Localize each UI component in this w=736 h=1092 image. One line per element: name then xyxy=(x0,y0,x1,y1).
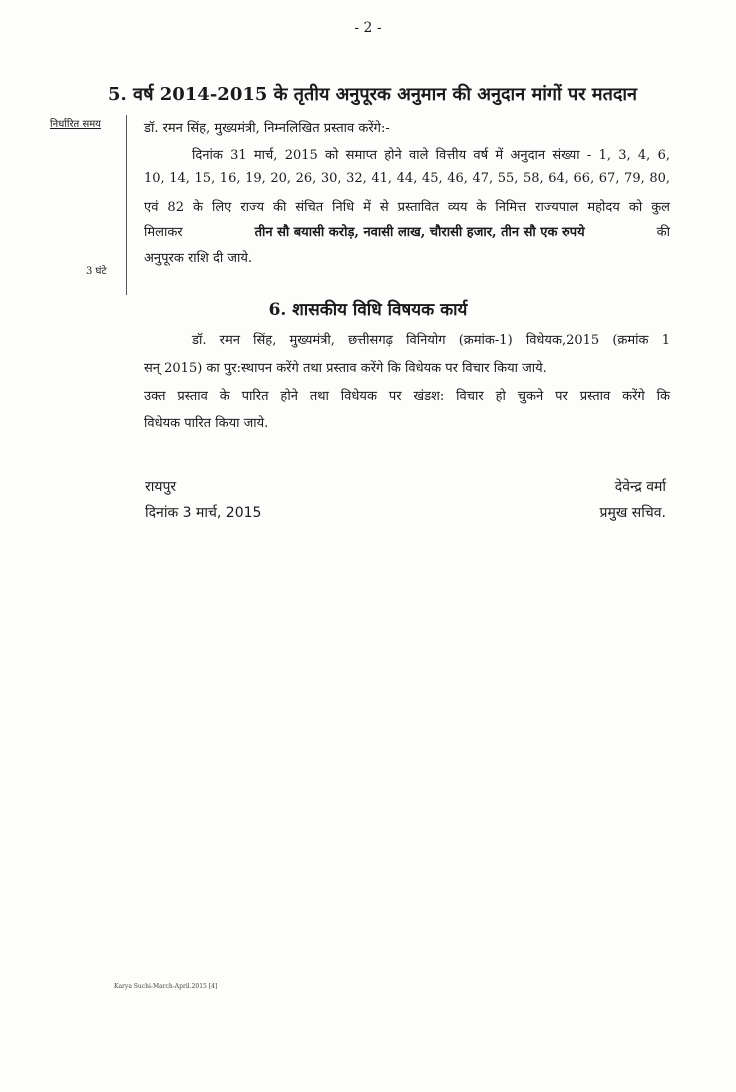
section-5-line-4-end: की xyxy=(656,225,670,240)
section-6-line-4: विधेयक पारित किया जाये. xyxy=(144,416,269,431)
section-5-line-3: एवं 82 के लिए राज्य की संचित निधि में से प्रस्तावित व्यय के निमित्त राज्यपाल महोदय को कुल xyxy=(144,200,670,215)
signature-place: रायपुर xyxy=(145,479,177,495)
section-6-line-1: डॉ. रमन सिंह, मुख्यमंत्री, छत्तीसगढ़ विनियोग (क्रमांक-1) विधेयक,2015 (क्रमांक 1 xyxy=(192,333,670,348)
section-6-line-3: उक्त प्रस्ताव के पारित होने तथा विधेयक पर खंडश: विचार हो चुकने पर प्रस्ताव करेंगे कि xyxy=(144,389,670,404)
signatory-designation: प्रमुख सचिव. xyxy=(599,505,666,521)
allotted-time-value: 3 घंटे xyxy=(86,266,107,277)
footer-reference: Karya Suchi-March-April.2015 [4] xyxy=(114,983,218,990)
section-5-intro: डॉ. रमन सिंह, मुख्यमंत्री, निम्नलिखित प्रस्ताव करेंगे:- xyxy=(144,121,390,136)
signatory-name: देवेन्द्र वर्मा xyxy=(614,479,666,495)
section-5-line-4 xyxy=(144,222,670,240)
section-5-line-4-start: मिलाकर xyxy=(144,225,183,240)
allotted-time-label: निर्धारित समय xyxy=(50,119,101,130)
page-number: - 2 - xyxy=(354,20,382,36)
section-5-line-1: दिनांक 31 मार्च, 2015 को समाप्त होने वाले वित्तीय वर्ष में अनुदान संख्या - 1, 3, 4, 6, xyxy=(192,148,670,163)
section-6-line-2: सन् 2015) का पुर:स्थापन करेंगे तथा प्रस्ताव करेंगे कि विधेयक पर विचार किया जाये. xyxy=(144,361,547,376)
grant-amount-text: तीन सौ बयासी करोड़, नवासी लाख, चौरासी हजार, तीन सौ एक रुपये xyxy=(254,225,585,240)
section-5-line-2: 10, 14, 15, 16, 19, 20, 26, 30, 32, 41, 44, 45, 46, 47, 55, 58, 64, 66, 67, 79, 80, xyxy=(144,171,670,186)
section-5-heading: 5. वर्ष 2014-2015 के तृतीय अनुपूरक अनुमान की अनुदान मांगों पर मतदान xyxy=(108,84,638,105)
margin-rule xyxy=(126,115,127,295)
section-6-heading: 6. शासकीय विधि विषयक कार्य xyxy=(268,300,468,320)
section-5-line-5: अनुपूरक राशि दी जाये. xyxy=(144,251,253,266)
signature-date: दिनांक 3 मार्च, 2015 xyxy=(145,505,262,521)
